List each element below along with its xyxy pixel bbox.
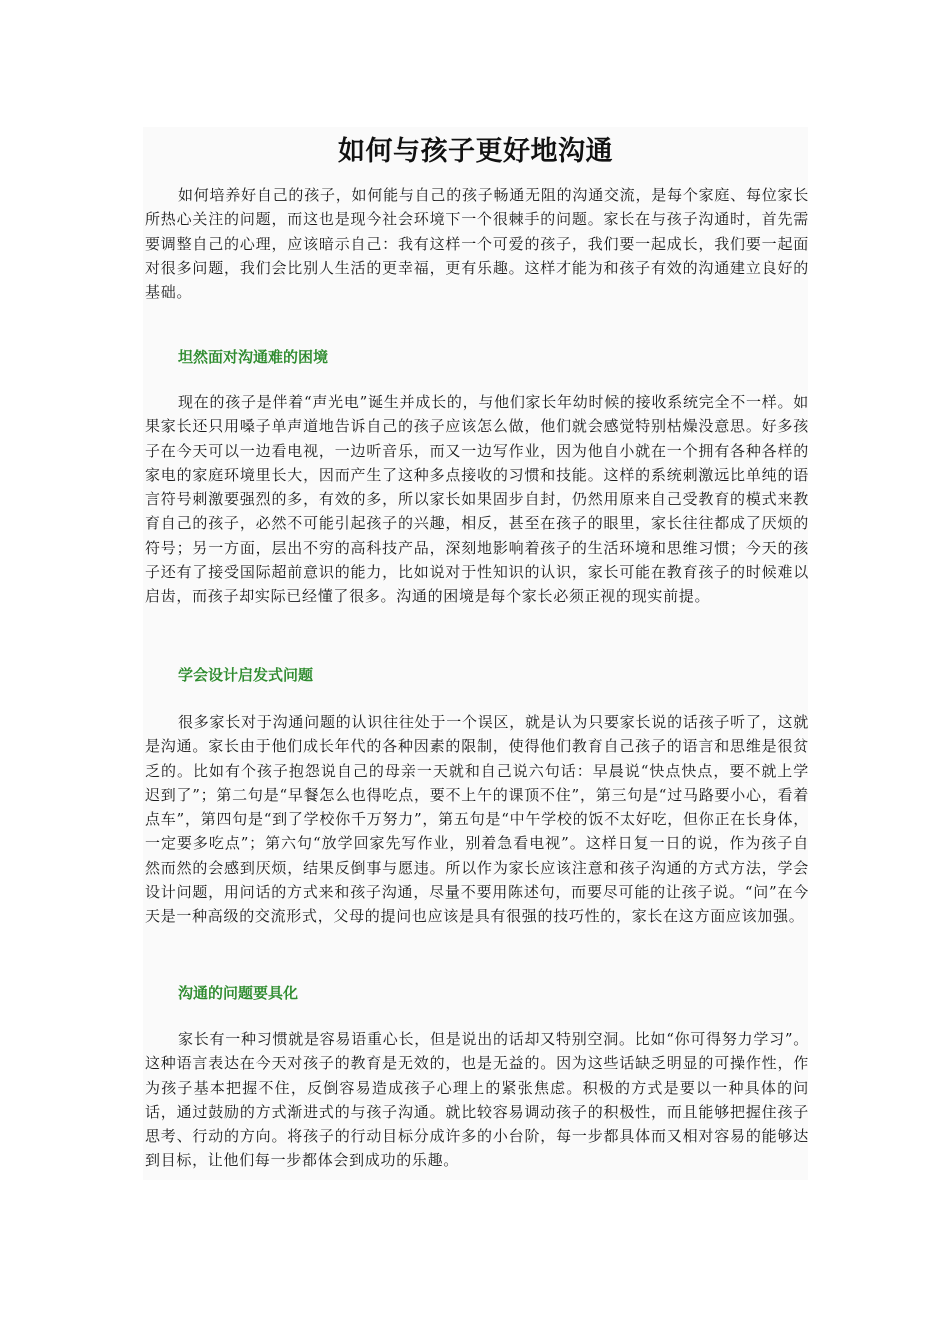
section-heading-1: 坦然面对沟通难的困境: [178, 348, 329, 366]
article-title: 如何与孩子更好地沟通: [338, 136, 613, 167]
section-heading-3: 沟通的问题要具化: [178, 984, 299, 1002]
section-body-3: 家长有一种习惯就是容易语重心长，但是说出的话却又特别空洞。比如“你可得努力学习”。这种语言表达在今天对孩子的教育是无效的，也是无益的。因为这些话缺乏明显的可操作性，作为孩子基本把握不住，反倒容易造成孩子心理上的紧张焦虑。积极的方式是要以一种具体的问话，通过鼓励的方式渐进式的与孩子沟通。就比较容易调动孩子的积极性，而且能够把握住孩子思考、行动的方向。将孩子的行动目标分成许多的小台阶，每一步都具体而又相对容易的能够达到目标，让他们每一步都体会到成功的乐趣。: [145, 1030, 809, 1170]
intro-paragraph: 如何培养好自己的孩子，如何能与自己的孩子畅通无阻的沟通交流，是每个家庭、每位家长所热心关注的问题，而这也是现今社会环境下一个很棘手的问题。家长在与孩子沟通时，首先需要调整自己的心理，应该暗示自己：我有这样一个可爱的孩子，我们要一起成长，我们要一起面对很多问题，我们会比别人生活的更幸福，更有乐趣。这样才能为和孩子有效的沟通建立良好的基础。: [145, 186, 809, 302]
section-body-1: 现在的孩子是伴着“声光电”诞生并成长的，与他们家长年幼时候的接收系统完全不一样。如果家长还只用嗓子单声道地告诉自己的孩子应该怎么做，他们就会感觉特别枯燥没意思。好多孩子在今天可以一边看电视，一边听音乐，而又一边写作业，因为他自小就在一个拥有各种各样的家电的家庭环境里长大，因而产生了这种多点接收的习惯和技能。这样的系统刺激远比单纯的语言符号刺激要强烈的多，有效的多，所以家长如果固步自封，仍然用原来自己受教育的模式来教育自己的孩子，必然不可能引起孩子的兴趣，相反，甚至在孩子的眼里，家长往往都成了厌烦的符号；另一方面，层出不穷的高科技产品，深刻地影响着孩子的生活环境和思维习惯；今天的孩子还有了接受国际超前意识的能力，比如说对于性知识的认识，家长可能在教育孩子的时候难以启齿，而孩子却实际已经懂了很多。沟通的困境是每个家长必须正视的现实前提。: [145, 393, 809, 606]
section-body-2: 很多家长对于沟通问题的认识往往处于一个误区，就是认为只要家长说的话孩子听了，这就是沟通。家长由于他们成长年代的各种因素的限制，使得他们教育自己孩子的语言和思维是很贫乏的。比如有个孩子抱怨说自己的母亲一天就和自己说六句话：早晨说“快点快点，要不就上学迟到了”；第二句是“早餐怎么也得吃点，要不上午的课顶不住”，第三句是“过马路要小心，看着点车”，第四句是“到了学校你千万努力”，第五句是“中午学校的饭不太好吃，但你正在长身体，一定要多吃点”；第六句“放学回家先写作业，别着急看电视”。这样日复一日的说，作为孩子自然而然的会感到厌烦，结果反倒事与愿违。所以作为家长应该注意和孩子沟通的方式方法，学会设计问题，用问话的方式来和孩子沟通，尽量不要用陈述句，而要尽可能的让孩子说。“问”在今天是一种高级的交流形式，父母的提问也应该是具有很强的技巧性的，家长在这方面应该加强。: [145, 713, 809, 926]
section-heading-2: 学会设计启发式问题: [178, 666, 314, 684]
